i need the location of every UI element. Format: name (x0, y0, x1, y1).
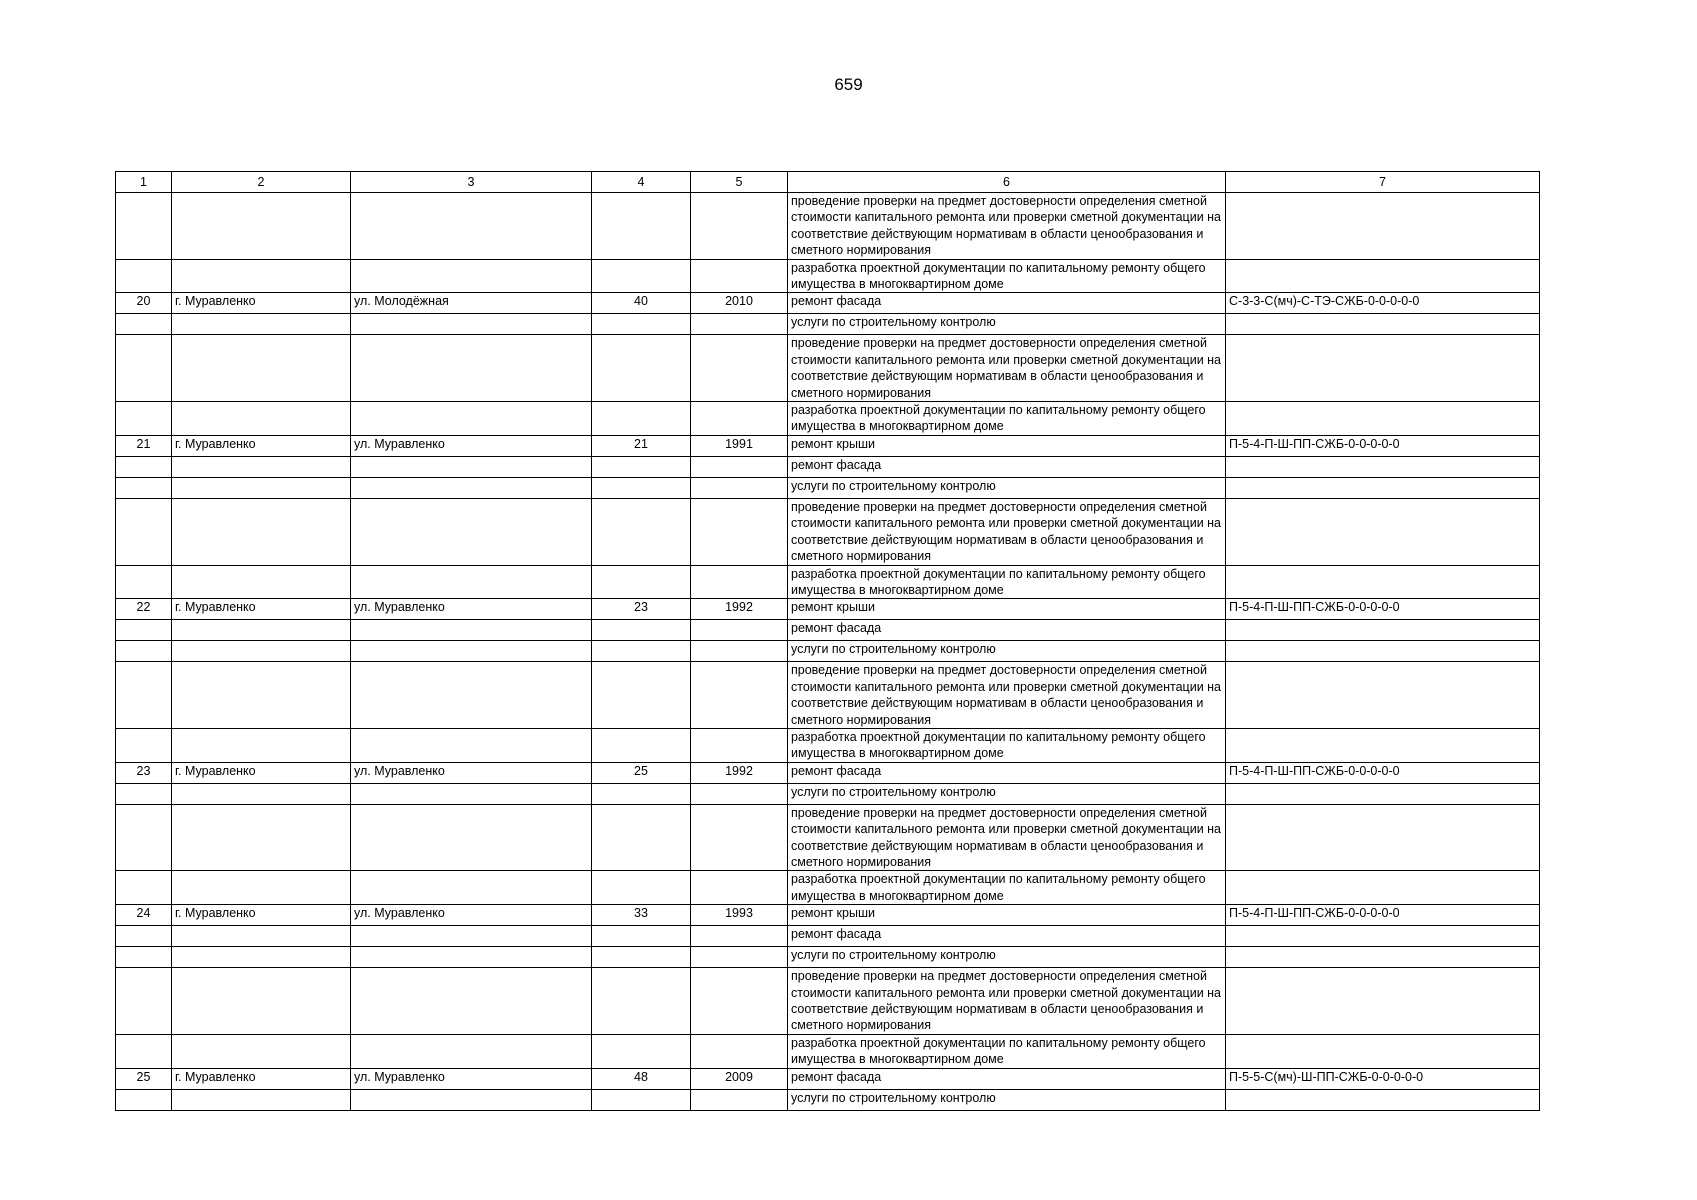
cell-building-code (1226, 314, 1540, 335)
cell-row-number (116, 259, 172, 293)
cell-house-number (592, 947, 691, 968)
cell-building-code (1226, 620, 1540, 641)
cell-work-type: услуги по строительному контролю (788, 641, 1226, 662)
cell-house-number (592, 498, 691, 565)
cell-row-number (116, 1034, 172, 1068)
cell-row-number: 20 (116, 293, 172, 314)
cell-building-code (1226, 926, 1540, 947)
cell-building-code: П-5-4-П-Ш-ПП-СЖБ-0-0-0-0-0 (1226, 762, 1540, 783)
cell-street: ул. Муравленко (351, 435, 592, 456)
cell-build-year (691, 662, 788, 729)
table-row (116, 947, 1540, 968)
cell-row-number: 23 (116, 762, 172, 783)
cell-building-code (1226, 402, 1540, 436)
cell-house-number (592, 662, 691, 729)
cell-build-year (691, 1089, 788, 1110)
cell-row-number (116, 565, 172, 599)
cell-work-type: ремонт фасада (788, 1068, 1226, 1089)
cell-row-number (116, 314, 172, 335)
cell-street: ул. Муравленко (351, 1068, 592, 1089)
cell-build-year: 2010 (691, 293, 788, 314)
cell-city: г. Муравленко (172, 905, 351, 926)
cell-row-number (116, 620, 172, 641)
cell-building-code (1226, 728, 1540, 762)
table-row (116, 662, 1540, 729)
cell-work-type: разработка проектной документации по капитальному ремонту общего имущества в многоквартирном доме (788, 565, 1226, 599)
cell-work-type: услуги по строительному контролю (788, 477, 1226, 498)
cell-city: г. Муравленко (172, 762, 351, 783)
cell-street (351, 1089, 592, 1110)
cell-row-number (116, 783, 172, 804)
cell-street (351, 477, 592, 498)
table-row (116, 599, 1540, 620)
table-row (116, 565, 1540, 599)
header-col-2: 2 (172, 172, 351, 193)
table-row (116, 193, 1540, 260)
cell-row-number (116, 1089, 172, 1110)
cell-city (172, 1089, 351, 1110)
cell-work-type: услуги по строительному контролю (788, 783, 1226, 804)
cell-building-code (1226, 662, 1540, 729)
cell-build-year (691, 926, 788, 947)
cell-row-number (116, 947, 172, 968)
cell-street: ул. Муравленко (351, 905, 592, 926)
cell-build-year (691, 456, 788, 477)
cell-city: г. Муравленко (172, 293, 351, 314)
cell-build-year (691, 193, 788, 260)
cell-building-code (1226, 947, 1540, 968)
cell-work-type: проведение проверки на предмет достоверности определения сметной стоимости капитального ремонта или проверки сметной документации на соответствие действующим нормативам в области ценообразования и сметного нормирования (788, 498, 1226, 565)
cell-city (172, 871, 351, 905)
cell-house-number (592, 335, 691, 402)
cell-work-type: проведение проверки на предмет достоверности определения сметной стоимости капитального ремонта или проверки сметной документации на соответствие действующим нормативам в области ценообразования и сметного нормирования (788, 968, 1226, 1035)
cell-house-number: 40 (592, 293, 691, 314)
table-body (116, 193, 1540, 1111)
cell-house-number (592, 314, 691, 335)
cell-street (351, 335, 592, 402)
cell-street: ул. Молодёжная (351, 293, 592, 314)
cell-row-number (116, 477, 172, 498)
table-row (116, 477, 1540, 498)
cell-row-number (116, 641, 172, 662)
cell-row-number (116, 335, 172, 402)
cell-house-number (592, 871, 691, 905)
table-row (116, 435, 1540, 456)
cell-building-code (1226, 1034, 1540, 1068)
table-row (116, 456, 1540, 477)
table-row (116, 641, 1540, 662)
cell-house-number (592, 1034, 691, 1068)
table-row (116, 293, 1540, 314)
cell-row-number (116, 193, 172, 260)
cell-building-code (1226, 783, 1540, 804)
cell-row-number: 24 (116, 905, 172, 926)
cell-work-type: проведение проверки на предмет достоверности определения сметной стоимости капитального ремонта или проверки сметной документации на соответствие действующим нормативам в области ценообразования и сметного нормирования (788, 662, 1226, 729)
cell-street (351, 926, 592, 947)
cell-house-number (592, 565, 691, 599)
table-row (116, 905, 1540, 926)
cell-city (172, 498, 351, 565)
table-row (116, 783, 1540, 804)
cell-city (172, 456, 351, 477)
cell-work-type: проведение проверки на предмет достоверности определения сметной стоимости капитального ремонта или проверки сметной документации на соответствие действующим нормативам в области ценообразования и сметного нормирования (788, 804, 1226, 871)
cell-work-type: разработка проектной документации по капитальному ремонту общего имущества в многоквартирном доме (788, 1034, 1226, 1068)
cell-house-number: 33 (592, 905, 691, 926)
cell-city: г. Муравленко (172, 1068, 351, 1089)
cell-street (351, 314, 592, 335)
cell-work-type: разработка проектной документации по капитальному ремонту общего имущества в многоквартирном доме (788, 728, 1226, 762)
cell-row-number (116, 498, 172, 565)
header-col-1: 1 (116, 172, 172, 193)
table-row (116, 968, 1540, 1035)
header-col-6: 6 (788, 172, 1226, 193)
cell-building-code (1226, 565, 1540, 599)
cell-row-number (116, 871, 172, 905)
cell-street (351, 259, 592, 293)
cell-house-number (592, 1089, 691, 1110)
cell-build-year: 1992 (691, 762, 788, 783)
cell-city (172, 968, 351, 1035)
cell-street (351, 402, 592, 436)
cell-work-type: проведение проверки на предмет достоверности определения сметной стоимости капитального ремонта или проверки сметной документации на соответствие действующим нормативам в области ценообразования и сметного нормирования (788, 193, 1226, 260)
table-row (116, 871, 1540, 905)
cell-work-type: услуги по строительному контролю (788, 947, 1226, 968)
table-header (116, 172, 1540, 193)
cell-build-year: 1993 (691, 905, 788, 926)
cell-building-code: П-5-4-П-Ш-ПП-СЖБ-0-0-0-0-0 (1226, 599, 1540, 620)
cell-building-code (1226, 456, 1540, 477)
cell-street (351, 871, 592, 905)
cell-row-number: 25 (116, 1068, 172, 1089)
cell-street: ул. Муравленко (351, 762, 592, 783)
cell-build-year: 1991 (691, 435, 788, 456)
cell-house-number (592, 783, 691, 804)
cell-city (172, 804, 351, 871)
cell-street (351, 456, 592, 477)
cell-work-type: ремонт фасада (788, 293, 1226, 314)
header-col-7: 7 (1226, 172, 1540, 193)
cell-city: г. Муравленко (172, 435, 351, 456)
table-row (116, 804, 1540, 871)
header-col-3: 3 (351, 172, 592, 193)
cell-house-number (592, 620, 691, 641)
cell-house-number: 23 (592, 599, 691, 620)
cell-building-code (1226, 804, 1540, 871)
cell-work-type: ремонт фасада (788, 456, 1226, 477)
cell-row-number: 21 (116, 435, 172, 456)
cell-row-number (116, 804, 172, 871)
cell-house-number: 48 (592, 1068, 691, 1089)
cell-build-year (691, 947, 788, 968)
cell-build-year (691, 620, 788, 641)
page-number: 659 (834, 75, 863, 94)
cell-build-year (691, 728, 788, 762)
cell-building-code: С-3-3-С(мч)-С-ТЭ-СЖБ-0-0-0-0-0 (1226, 293, 1540, 314)
cell-street (351, 565, 592, 599)
cell-building-code (1226, 259, 1540, 293)
repair-register-table (115, 171, 1540, 1111)
cell-street (351, 968, 592, 1035)
cell-row-number (116, 456, 172, 477)
cell-city (172, 1034, 351, 1068)
cell-city (172, 947, 351, 968)
cell-row-number: 22 (116, 599, 172, 620)
cell-city (172, 193, 351, 260)
cell-building-code (1226, 968, 1540, 1035)
cell-house-number (592, 477, 691, 498)
cell-build-year (691, 871, 788, 905)
cell-street (351, 620, 592, 641)
cell-city (172, 477, 351, 498)
cell-house-number (592, 259, 691, 293)
cell-street (351, 728, 592, 762)
cell-city (172, 728, 351, 762)
cell-house-number (592, 456, 691, 477)
table-row (116, 402, 1540, 436)
cell-work-type: услуги по строительному контролю (788, 314, 1226, 335)
cell-street (351, 804, 592, 871)
cell-city (172, 783, 351, 804)
cell-building-code (1226, 477, 1540, 498)
cell-building-code (1226, 335, 1540, 402)
cell-street (351, 1034, 592, 1068)
cell-street (351, 193, 592, 260)
cell-build-year: 1992 (691, 599, 788, 620)
header-col-4: 4 (592, 172, 691, 193)
cell-build-year (691, 641, 788, 662)
cell-building-code: П-5-5-С(мч)-Ш-ПП-СЖБ-0-0-0-0-0 (1226, 1068, 1540, 1089)
table-row (116, 498, 1540, 565)
cell-work-type: разработка проектной документации по капитальному ремонту общего имущества в многоквартирном доме (788, 402, 1226, 436)
cell-house-number: 25 (592, 762, 691, 783)
cell-street (351, 662, 592, 729)
cell-city: г. Муравленко (172, 599, 351, 620)
cell-city (172, 662, 351, 729)
cell-build-year (691, 314, 788, 335)
cell-street (351, 947, 592, 968)
cell-work-type: услуги по строительному контролю (788, 1089, 1226, 1110)
table-row (116, 728, 1540, 762)
cell-build-year (691, 477, 788, 498)
table-row (116, 762, 1540, 783)
cell-build-year (691, 565, 788, 599)
cell-house-number (592, 193, 691, 260)
cell-work-type: разработка проектной документации по капитальному ремонту общего имущества в многоквартирном доме (788, 259, 1226, 293)
table-row (116, 620, 1540, 641)
cell-build-year (691, 804, 788, 871)
table-row (116, 1034, 1540, 1068)
cell-build-year (691, 783, 788, 804)
cell-work-type: ремонт фасада (788, 620, 1226, 641)
cell-row-number (116, 402, 172, 436)
cell-street (351, 641, 592, 662)
cell-row-number (116, 728, 172, 762)
cell-build-year (691, 402, 788, 436)
cell-row-number (116, 662, 172, 729)
header-col-5: 5 (691, 172, 788, 193)
cell-street (351, 783, 592, 804)
cell-house-number (592, 641, 691, 662)
cell-work-type: ремонт крыши (788, 905, 1226, 926)
cell-work-type: ремонт крыши (788, 599, 1226, 620)
cell-work-type: ремонт крыши (788, 435, 1226, 456)
table-row (116, 259, 1540, 293)
cell-build-year (691, 335, 788, 402)
cell-row-number (116, 968, 172, 1035)
cell-building-code (1226, 641, 1540, 662)
cell-build-year (691, 1034, 788, 1068)
cell-row-number (116, 926, 172, 947)
cell-building-code (1226, 1089, 1540, 1110)
cell-city (172, 314, 351, 335)
cell-work-type: разработка проектной документации по капитальному ремонту общего имущества в многоквартирном доме (788, 871, 1226, 905)
cell-city (172, 335, 351, 402)
table-row (116, 335, 1540, 402)
cell-build-year (691, 498, 788, 565)
cell-work-type: ремонт фасада (788, 926, 1226, 947)
cell-build-year (691, 259, 788, 293)
cell-building-code: П-5-4-П-Ш-ПП-СЖБ-0-0-0-0-0 (1226, 435, 1540, 456)
table-row (116, 1068, 1540, 1089)
cell-house-number: 21 (592, 435, 691, 456)
cell-house-number (592, 402, 691, 436)
cell-street (351, 498, 592, 565)
cell-house-number (592, 926, 691, 947)
cell-city (172, 641, 351, 662)
table-row (116, 926, 1540, 947)
cell-building-code (1226, 871, 1540, 905)
cell-city (172, 620, 351, 641)
cell-building-code: П-5-4-П-Ш-ПП-СЖБ-0-0-0-0-0 (1226, 905, 1540, 926)
cell-city (172, 565, 351, 599)
cell-city (172, 402, 351, 436)
cell-building-code (1226, 498, 1540, 565)
cell-city (172, 926, 351, 947)
table-row (116, 314, 1540, 335)
cell-city (172, 259, 351, 293)
table-row (116, 1089, 1540, 1110)
cell-work-type: ремонт фасада (788, 762, 1226, 783)
cell-house-number (592, 728, 691, 762)
cell-street: ул. Муравленко (351, 599, 592, 620)
cell-build-year: 2009 (691, 1068, 788, 1089)
cell-building-code (1226, 193, 1540, 260)
cell-house-number (592, 804, 691, 871)
cell-house-number (592, 968, 691, 1035)
cell-build-year (691, 968, 788, 1035)
cell-work-type: проведение проверки на предмет достоверности определения сметной стоимости капитального ремонта или проверки сметной документации на соответствие действующим нормативам в области ценообразования и сметного нормирования (788, 335, 1226, 402)
